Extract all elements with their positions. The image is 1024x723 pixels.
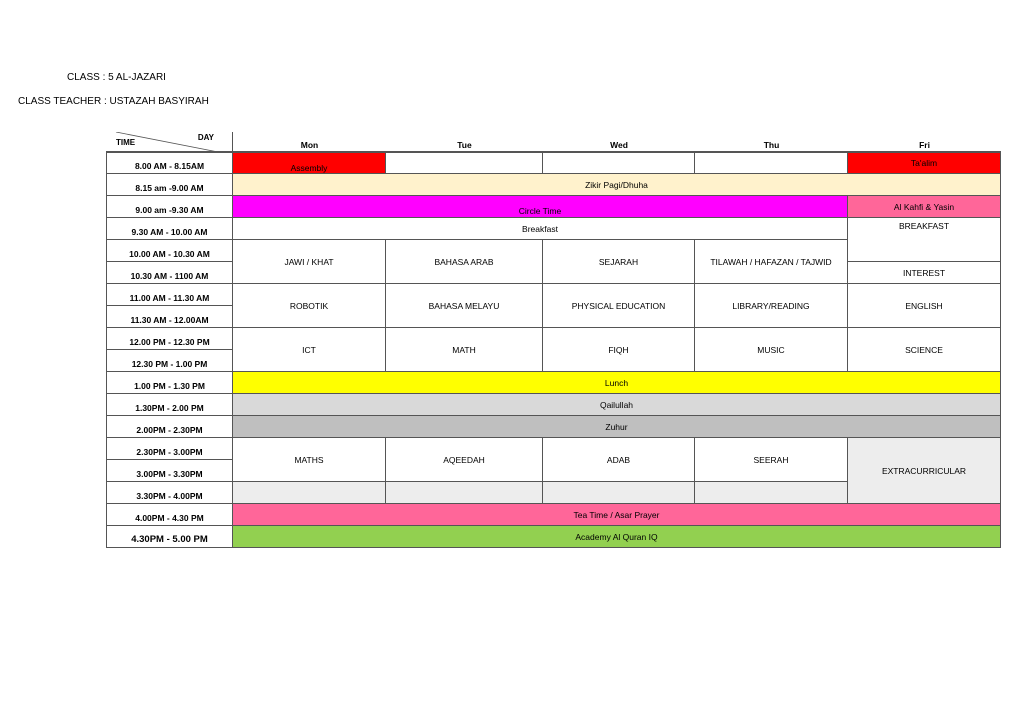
- time-cell: 9.30 AM - 10.00 AM: [106, 218, 233, 240]
- time-cell: 2.30PM - 3.00PM: [106, 438, 233, 460]
- slot-p4: SEERAH: [695, 438, 848, 482]
- time-cell: 8.00 AM - 8.15AM: [106, 152, 233, 174]
- day-header-wed: Wed: [543, 132, 695, 152]
- slot-tea-time: Tea Time / Asar Prayer: [233, 504, 1001, 526]
- time-cell: 4.30PM - 5.00 PM: [106, 526, 233, 548]
- corner-time-label: TIME: [116, 138, 136, 147]
- class-label: CLASS :: [67, 72, 106, 83]
- time-cell: 12.00 PM - 12.30 PM: [106, 328, 233, 350]
- time-cell: 10.00 AM - 10.30 AM: [106, 240, 233, 262]
- time-cell: 9.00 am -9.30 AM: [106, 196, 233, 218]
- teacher-label: CLASS TEACHER :: [18, 96, 107, 107]
- slot-empty: [386, 152, 543, 174]
- slot-empty: [386, 482, 543, 504]
- slot-p3: FIQH: [543, 328, 695, 372]
- slot-empty: [543, 152, 695, 174]
- time-cell: 8.15 am -9.00 AM: [106, 174, 233, 196]
- slot-lunch: Lunch: [233, 372, 1001, 394]
- slot-p2: ENGLISH: [848, 284, 1001, 328]
- slot-p2: LIBRARY/READING: [695, 284, 848, 328]
- slot-p4: MATHS: [233, 438, 386, 482]
- slot-p3: MUSIC: [695, 328, 848, 372]
- slot-zuhur: Zuhur: [233, 416, 1001, 438]
- slot-breakfast: Breakfast: [233, 218, 848, 240]
- time-cell: 2.00PM - 2.30PM: [106, 416, 233, 438]
- teacher-value: USTAZAH BASYIRAH: [109, 96, 209, 107]
- slot-empty: [543, 482, 695, 504]
- slot-p2: PHYSICAL EDUCATION: [543, 284, 695, 328]
- day-header-tue: Tue: [386, 132, 543, 152]
- class-info: [67, 72, 166, 83]
- slot-empty: [848, 240, 1001, 262]
- slot-p2: ROBOTIK: [233, 284, 386, 328]
- slot-p4: AQEEDAH: [386, 438, 543, 482]
- corner-day-label: DAY: [197, 133, 214, 142]
- slot-assembly: Assembly: [233, 152, 386, 174]
- slot-al-kahfi: Al Kahfi & Yasin: [848, 196, 1001, 218]
- slot-extracurricular: EXTRACURRICULAR: [848, 438, 1001, 504]
- slot-p1: BAHASA ARAB: [386, 240, 543, 284]
- time-cell: 1.00 PM - 1.30 PM: [106, 372, 233, 394]
- time-cell: 12.30 PM - 1.00 PM: [106, 350, 233, 372]
- slot-fri-breakfast: BREAKFAST: [848, 218, 1001, 240]
- corner-cell: [106, 132, 233, 152]
- day-header-thu: Thu: [695, 132, 848, 152]
- slot-p3: SCIENCE: [848, 328, 1001, 372]
- slot-empty: [695, 482, 848, 504]
- slot-p1: TILAWAH / HAFAZAN / TAJWID: [695, 240, 848, 284]
- slot-zikir: Zikir Pagi/Dhuha: [233, 174, 1001, 196]
- slot-p4: ADAB: [543, 438, 695, 482]
- class-value: 5 AL-JAZARI: [108, 72, 166, 83]
- time-cell: 4.00PM - 4.30 PM: [106, 504, 233, 526]
- time-cell: 3.30PM - 4.00PM: [106, 482, 233, 504]
- teacher-info: [18, 96, 209, 107]
- slot-p1: JAWI / KHAT: [233, 240, 386, 284]
- slot-qailullah: Qailullah: [233, 394, 1001, 416]
- time-cell: 10.30 AM - 1100 AM: [106, 262, 233, 284]
- slot-academy: Academy Al Quran IQ: [233, 526, 1001, 548]
- time-cell: 11.30 AM - 12.00AM: [106, 306, 233, 328]
- slot-p2: BAHASA MELAYU: [386, 284, 543, 328]
- slot-empty: [695, 152, 848, 174]
- slot-p3: ICT: [233, 328, 386, 372]
- slot-fri-interest: INTEREST: [848, 262, 1001, 284]
- timetable: [106, 132, 1001, 548]
- slot-p1: SEJARAH: [543, 240, 695, 284]
- slot-circle-time: Circle Time: [233, 196, 848, 218]
- slot-empty: [233, 482, 386, 504]
- slot-taalim: Ta'alim: [848, 152, 1001, 174]
- slot-p3: MATH: [386, 328, 543, 372]
- time-cell: 11.00 AM - 11.30 AM: [106, 284, 233, 306]
- time-cell: 3.00PM - 3.30PM: [106, 460, 233, 482]
- day-header-fri: Fri: [848, 132, 1001, 152]
- day-header-mon: Mon: [233, 132, 386, 152]
- time-cell: 1.30PM - 2.00 PM: [106, 394, 233, 416]
